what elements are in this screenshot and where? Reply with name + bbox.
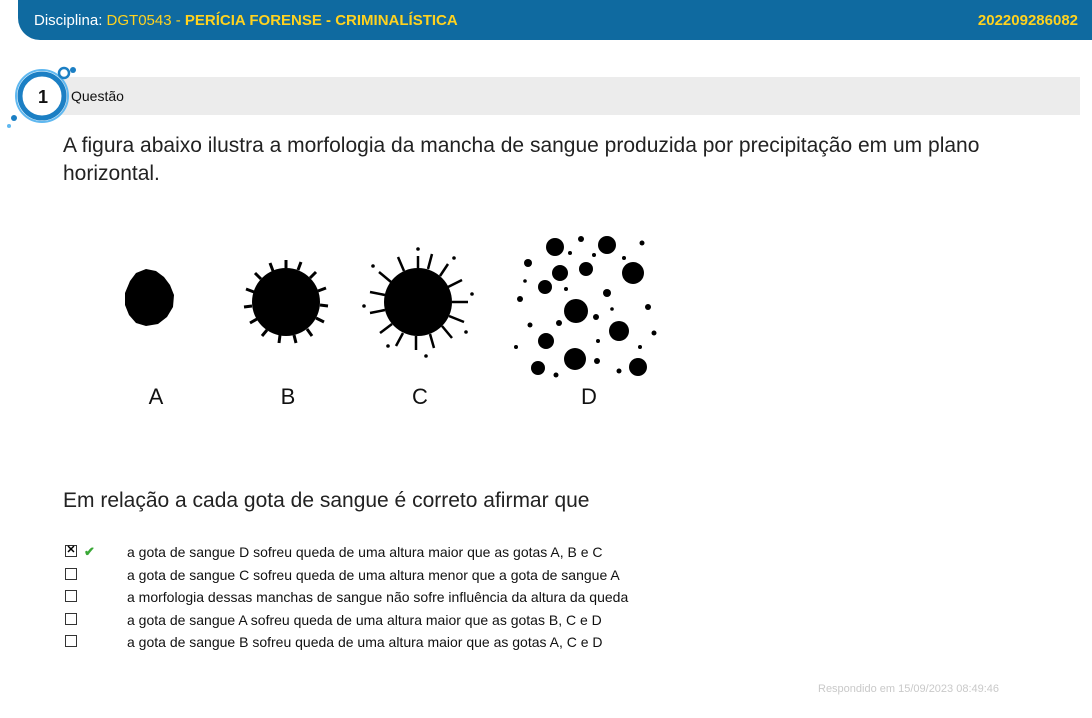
stain-a-icon — [125, 269, 174, 326]
figure-label-b: B — [280, 384, 296, 409]
answer-checkbox[interactable] — [65, 568, 77, 580]
answer-option[interactable] — [63, 586, 1043, 609]
answer-option-text[interactable]: a gota de sangue B sofreu queda de uma altura maior que as gotas A, C e D — [127, 634, 603, 650]
question-header-label: Questão — [71, 88, 124, 104]
figure-label-a: A — [148, 384, 164, 409]
discipline-code: DGT0543 - — [106, 11, 185, 29]
question-prompt: Em relação a cada gota de sangue é correto afirmar que — [63, 489, 590, 512]
question-statement: A figura abaixo ilustra a morfologia da mancha de sangue produzida por precipitação em um plano horizontal. — [63, 134, 980, 185]
stain-d-icon — [514, 236, 657, 378]
question-header — [44, 77, 1080, 115]
answer-option-text[interactable]: a gota de sangue C sofreu queda de uma altura menor que a gota de sangue A — [127, 566, 620, 583]
discipline-label: Disciplina: — [34, 11, 107, 29]
stain-b-icon — [244, 260, 328, 343]
figure-label-d: D — [581, 384, 597, 409]
stain-c-icon — [362, 247, 474, 358]
answer-option[interactable] — [63, 541, 1043, 564]
answer-options — [63, 541, 1043, 654]
answer-option[interactable] — [63, 631, 1043, 654]
discipline-info — [34, 12, 458, 29]
question-number: 1 — [37, 87, 48, 107]
discipline-name: PERÍCIA FORENSE - CRIMINALÍSTICA — [184, 11, 458, 29]
answer-checkbox[interactable] — [65, 545, 77, 557]
answer-option-text[interactable]: a gota de sangue D sofreu queda de uma altura maior que as gotas A, B e C — [127, 544, 603, 560]
answer-option[interactable] — [63, 609, 1043, 632]
answer-option-text[interactable]: a morfologia dessas manchas de sangue não sofre influência da altura da queda — [127, 589, 629, 605]
student-id: 202209286082 — [977, 11, 1078, 29]
correct-check-icon: ✔ — [84, 544, 95, 559]
answer-option-text[interactable]: a gota de sangue A sofreu queda de uma altura maior que as gotas B, C e D — [127, 611, 602, 628]
answer-option[interactable] — [63, 564, 1043, 587]
answered-timestamp: Respondido em 15/09/2023 08:49:46 — [818, 683, 1000, 695]
figure-label-c: C — [412, 384, 428, 409]
answer-checkbox[interactable] — [65, 635, 77, 647]
answer-checkbox[interactable] — [65, 590, 77, 602]
answer-checkbox[interactable] — [65, 613, 77, 625]
discipline-header-bar — [18, 0, 1092, 40]
